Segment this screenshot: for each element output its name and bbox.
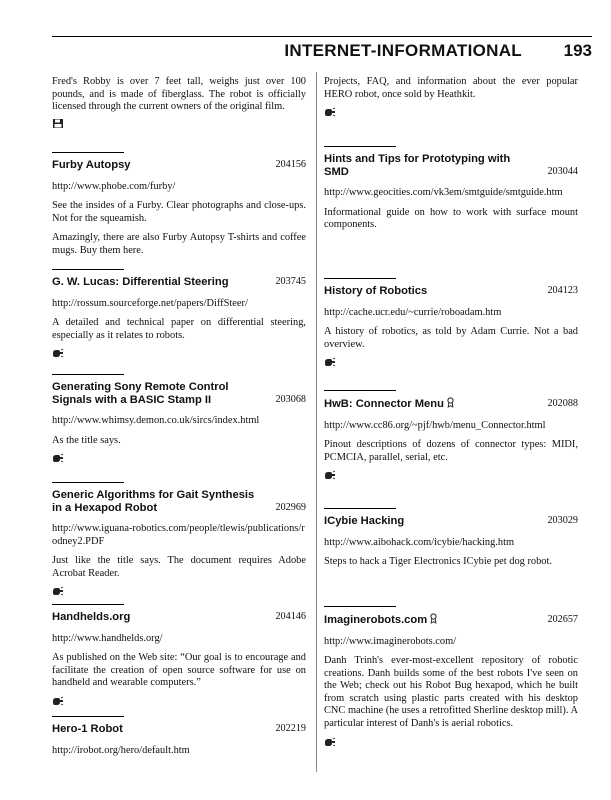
entry [52,152,306,257]
entry-description: A history of robotics, as told by Adam Currie. Not a bad overview. [324,326,578,350]
page-number: 193 [563,41,592,60]
entry-url[interactable]: http://www.whimsy.demon.co.uk/sircs/index.html [52,415,260,426]
entry-description: Steps to hack a Tiger Electronics ICybie pet dog robot. [324,556,552,568]
entry [324,508,578,569]
entry-url[interactable]: http://www.imaginerobots.com/ [324,635,457,647]
entry-title: Imaginerobots.com [324,614,428,626]
entry-code: 204123 [547,285,578,296]
entry-heading [324,153,578,178]
entry-rule [324,606,396,607]
entry-title: History of Robotics [324,285,428,297]
entry-title: G. W. Lucas: Differential Steering [52,276,229,288]
entry-heading [324,285,578,298]
entry-code: 203745 [275,276,306,287]
entry-url[interactable]: http://www.cc86.org/~pjf/hwb/menu_Connector.html [324,419,546,431]
entry-title: Handhelds.org [52,611,131,623]
entry-heading [324,397,578,411]
entry-rule [324,508,396,509]
entry-description: Amazingly, there are also Furby Autopsy T-shirts and coffee mugs. Buy them here. [52,232,306,256]
entry-rule [52,604,124,605]
entry-url[interactable]: http://www.geocities.com/vk3em/smtguide/smtguide.htm [324,187,563,198]
entry-title: ICybie Hacking [324,515,405,527]
entry-rule [52,482,124,483]
entry-code: 202088 [547,398,578,409]
section-title: INTERNET-INFORMATIONAL [284,41,522,60]
continued-entry [324,76,578,118]
entry-rule [52,374,124,375]
entry-title: Hero-1 Robot [52,723,123,735]
entry-rule [324,146,396,147]
entry-code: 204156 [275,159,306,170]
entry-rule [324,390,396,391]
entry-url[interactable]: http://www.handhelds.org/ [52,632,163,644]
entry-heading [52,723,306,736]
entry-title: Furby Autopsy [52,159,131,171]
entry [52,716,306,757]
entry-description: Just like the title says. The document requires Adobe Acrobat Reader. [52,555,306,579]
entry-url[interactable]: http://www.aibohack.com/icybie/hacking.htm [324,536,515,548]
entry-url[interactable]: http://rossum.sourceforge.net/papers/DiffSteer/ [52,297,248,309]
entry-title: Generic Algorithms for Gait Synthesis in a Hexapod Robot [52,489,255,514]
entry-heading [52,276,306,289]
entry-url[interactable]: http://www.iguana-robotics.com/people/tlewis/publications/rodney2.PDF [52,523,305,547]
entry-description: As the title says. [52,434,121,446]
entry-heading [52,159,306,172]
entry-rule [52,269,124,270]
entry-title: Hints and Tips for Prototyping with SMD [324,153,511,178]
hand-icon [52,586,64,597]
entry-code: 203044 [547,165,578,177]
floppy-disk-icon [52,118,64,129]
hand-icon [324,107,336,118]
entry [52,482,306,597]
entry-rule [52,716,124,717]
entry-url[interactable]: http://cache.ucr.edu/~currie/roboadam.htm [324,306,502,318]
entry-description: Informational guide on how to work with surface mount components. [324,206,578,231]
entry-description: Pinout descriptions of dozens of connector types: MIDI, PCMCIA, parallel, serial, etc. [324,439,578,463]
entry-code: 202657 [547,614,578,625]
entry-code: 203068 [275,393,306,405]
entry-url[interactable]: http://www.phobe.com/furby/ [52,180,176,192]
column-divider [316,72,317,772]
entry-description: See the insides of a Furby. Clear photographs and close-ups. Not for the squeamish. [52,200,306,224]
entry-rule [52,152,124,153]
entry-description: As published on the Web site: “Our goal is to encourage and facilitate the creation of open source software for use on handheld and wearable computers.” [52,652,306,689]
entry [52,269,306,359]
entry-code: 204146 [275,611,306,622]
entry-rule [324,278,396,279]
entry-title: HwB: Connector Menu [324,398,444,410]
running-header [52,36,592,63]
hand-icon [324,357,336,368]
entry-url[interactable]: http://irobot.org/hero/default.htm [52,744,190,756]
hand-icon [52,348,64,359]
entry [324,278,578,368]
entry-heading [52,611,306,624]
entry [324,606,578,748]
award-icon [447,397,454,408]
entry-title: Generating Sony Remote Control Signals with a BASIC Stamp II [52,381,229,406]
entry-description: A detailed and technical paper on differential steering, especially as it relates to robots. [52,317,306,341]
hand-icon [52,696,64,707]
hand-icon [324,470,336,481]
entry-heading [52,381,306,406]
hand-icon [324,737,336,748]
entry-description: Fred's Robby is over 7 feet tall, weighs just over 100 pounds, and is made of fiberglass. The robot is officially licensed through the current owners of the original film. [52,76,306,113]
entry-code: 203029 [547,515,578,526]
entry-code: 202969 [275,501,306,513]
continued-entry [52,76,306,129]
entry [52,374,306,464]
entry-code: 202219 [275,723,306,734]
award-icon [430,613,437,624]
entry [324,146,578,232]
entry-heading [52,489,306,514]
entry [324,390,578,481]
entry-description: Projects, FAQ, and information about the ever popular HERO robot, once sold by Heathkit. [324,76,578,100]
entry-heading [324,515,578,528]
entry [52,604,306,707]
hand-icon [52,453,64,464]
entry-heading [324,613,578,627]
entry-description: Danh Trinh's ever-most-excellent repository of robotic creations. Danh builds some of the best robots I've seen on the Web; check out his Robot Bug hexapod, which he built from scratch using plastic parts created with his desktop CNC machine (he uses a retrofitted Sherline desktop mill). A particular interest of Danh's is aerial robotics. [324,655,578,730]
